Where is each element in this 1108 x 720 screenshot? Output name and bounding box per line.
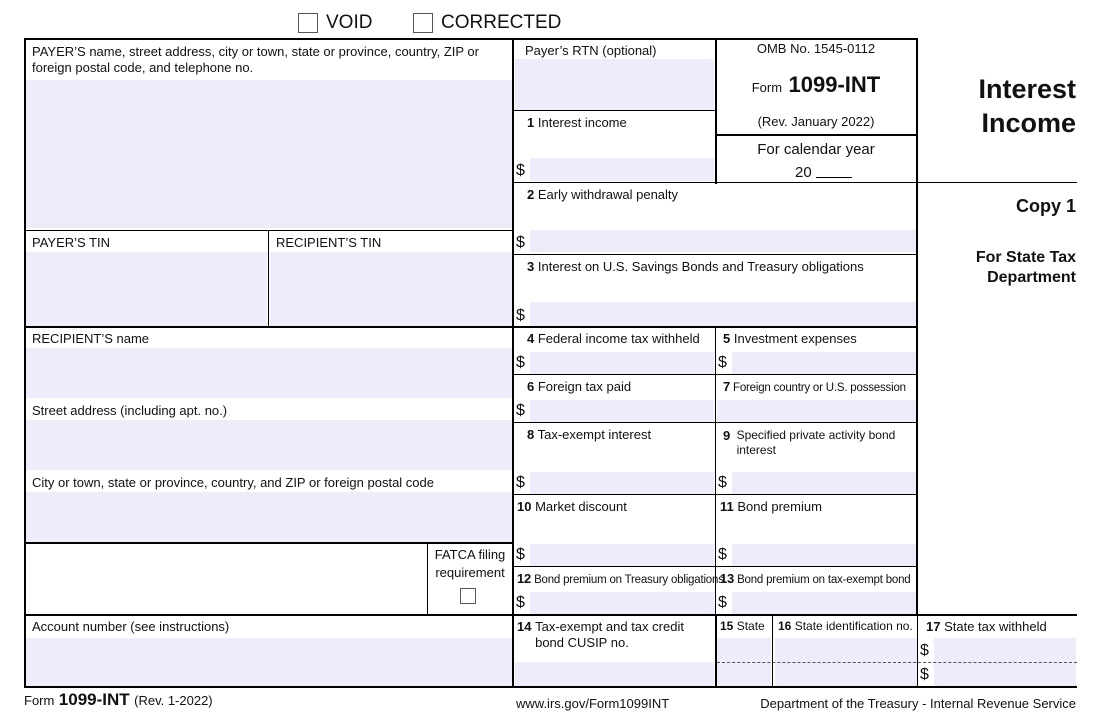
void-checkbox[interactable] [298, 13, 318, 33]
payer-rtn-field[interactable] [515, 59, 714, 110]
box9-number: 9 [723, 428, 731, 443]
recipient-top-line [24, 326, 918, 328]
street-address-label: Street address (including apt. no.) [32, 403, 228, 418]
box16-text: State identification no. [794, 619, 913, 633]
account-number-label: Account number (see instructions) [32, 619, 230, 634]
box1-dollar-sign: $ [516, 162, 525, 179]
box13-number: 13 [720, 571, 735, 586]
box8-dollar-sign: $ [516, 474, 525, 491]
box2-top-line [512, 182, 1077, 183]
account-number-field[interactable] [26, 638, 512, 686]
box17-number: 17 [926, 619, 941, 634]
box10-dollar-sign: $ [516, 546, 525, 563]
box15-text: State [736, 619, 765, 633]
box5-text: Investment expenses [733, 331, 857, 346]
box3-label [527, 259, 864, 275]
box1-number: 1 [527, 115, 535, 130]
box1-text: Interest income [537, 115, 627, 130]
box10-field[interactable] [530, 544, 714, 566]
box10-number: 10 [517, 499, 532, 514]
payer-rtn-label: Payer’s RTN (optional) [525, 43, 657, 58]
box4-number: 4 [527, 331, 535, 346]
box6-field[interactable] [530, 400, 714, 422]
box3-field[interactable] [530, 302, 916, 326]
box13-text: Bond premium on tax-exempt bond [737, 574, 911, 586]
box6-dollar-sign: $ [516, 402, 525, 419]
box4-label [527, 331, 700, 347]
box7-number: 7 [723, 379, 731, 394]
box2-field[interactable] [530, 230, 916, 252]
box14-label [517, 619, 713, 651]
box16-number: 16 [778, 619, 792, 633]
footer-form-id [24, 690, 213, 710]
recipient-name-label: RECIPIENT’S name [32, 331, 150, 346]
box9-field[interactable] [732, 472, 916, 494]
box9-label [723, 428, 913, 458]
tin-top-line [24, 230, 514, 231]
street-address-field[interactable] [26, 420, 512, 470]
recipient-tin-label: RECIPIENT’S TIN [276, 235, 382, 250]
state-divider-line-2 [772, 614, 773, 688]
box3-top-line [512, 254, 918, 255]
box11-number: 11 [720, 499, 734, 514]
box8-text: Tax-exempt interest [537, 427, 652, 442]
box5-field[interactable] [732, 352, 916, 374]
box2-dollar-sign: $ [516, 234, 525, 251]
box1-top-line [512, 110, 716, 111]
box3-number: 3 [527, 259, 535, 274]
box5-dollar-sign: $ [718, 354, 727, 371]
box11-field[interactable] [732, 544, 916, 566]
box14-number: 14 [517, 619, 532, 634]
box12-dollar-sign: $ [516, 594, 525, 611]
box14-field[interactable] [515, 662, 714, 686]
row12-top-line [512, 566, 918, 567]
corrected-label: CORRECTED [441, 12, 562, 33]
outer-bottom-line [24, 686, 1077, 688]
box12-number: 12 [517, 571, 532, 586]
box14-text: Tax-exempt and tax credit bond CUSIP no. [535, 619, 684, 650]
fatca-top-line [24, 542, 514, 544]
box1-field[interactable] [530, 158, 714, 181]
footer-department: Department of the Treasury - Internal Revenue Service [760, 696, 1076, 711]
box6-text: Foreign tax paid [537, 379, 632, 394]
box17-text: State tax withheld [944, 619, 1047, 634]
form-id-header [717, 72, 915, 98]
header-divider-line [715, 38, 717, 184]
box16-label [778, 619, 913, 634]
box11-dollar-sign: $ [718, 546, 727, 563]
copy-recipient-line1: For State Tax [975, 249, 1076, 266]
payer-name-label: PAYER’S name, street address, city or town, state or province, country, ZIP or foreign postal code, and telephone no. [32, 44, 479, 75]
payer-name-field[interactable] [26, 80, 512, 228]
copy-number: Copy 1 [1015, 196, 1076, 216]
rev-bottom-line [715, 134, 918, 136]
form-number: 1099-INT [788, 72, 881, 97]
box2-text: Early withdrawal penalty [537, 187, 679, 202]
recipient-tin-field[interactable] [270, 252, 512, 326]
box8-number: 8 [527, 427, 535, 442]
recipient-name-field[interactable] [26, 348, 512, 398]
footer-revision: (Rev. 1-2022) [134, 693, 213, 708]
outer-top-line [24, 38, 918, 40]
row6-top-line [512, 374, 918, 375]
box2-label [527, 187, 678, 203]
box4-dollar-sign: $ [516, 354, 525, 371]
main-divider-line [512, 38, 514, 688]
box7-text: Foreign country or U.S. possession [733, 382, 906, 394]
box7-label [723, 380, 906, 395]
calendar-year-label: For calendar year [757, 141, 875, 158]
omb-number: OMB No. 1545-0112 [756, 41, 876, 56]
footer-form-word: Form [24, 693, 55, 708]
box17-dollar-sign-2: $ [920, 666, 929, 683]
state-divider-line-3 [917, 614, 918, 688]
tin-divider-line [268, 230, 269, 328]
copy-recipient-line2: Department [987, 269, 1076, 286]
box17-label [926, 619, 1047, 635]
box7-field[interactable] [717, 400, 916, 422]
box8-field[interactable] [530, 472, 714, 494]
corrected-checkbox[interactable] [413, 13, 433, 33]
account-top-line [24, 614, 1077, 616]
box4-field[interactable] [530, 352, 714, 374]
year-prefix: 20 [795, 164, 812, 181]
box1-label [527, 115, 627, 131]
box5-number: 5 [723, 331, 731, 346]
fatca-checkbox[interactable] [460, 588, 476, 604]
box6-number: 6 [527, 379, 535, 394]
payer-tin-field[interactable] [26, 252, 267, 326]
form-title-line2: Income [981, 108, 1076, 138]
box3-text: Interest on U.S. Savings Bonds and Treasury obligations [537, 259, 864, 274]
row10-top-line [512, 494, 918, 495]
box10-label [517, 499, 627, 515]
state-divider-line-1 [715, 614, 717, 688]
payer-tin-label: PAYER’S TIN [32, 235, 111, 250]
state-dashed-line [717, 662, 1077, 663]
box12-field[interactable] [530, 592, 714, 614]
box6-label [527, 379, 631, 395]
footer-url: www.irs.gov/Form1099INT [516, 696, 670, 711]
box12-text: Bond premium on Treasury obligations [534, 574, 724, 586]
box10-text: Market discount [535, 499, 627, 514]
box9-dollar-sign: $ [718, 474, 727, 491]
box9-text: Specified private activity bond interest [736, 428, 896, 457]
box13-field[interactable] [732, 592, 916, 614]
box3-dollar-sign: $ [516, 307, 525, 324]
box15-number: 15 [720, 619, 734, 633]
fatca-label: FATCA filing requirement [434, 547, 506, 580]
form-word: Form [751, 80, 783, 95]
box15-label [720, 619, 765, 634]
form-title-line1: Interest [978, 74, 1076, 104]
box11-label [720, 499, 822, 515]
box8-label [527, 427, 651, 443]
void-label: VOID [326, 12, 373, 33]
box11-text: Bond premium [737, 499, 822, 514]
box13-label [720, 572, 911, 587]
box17-dollar-sign-1: $ [920, 642, 929, 659]
box4-text: Federal income tax withheld [537, 331, 700, 346]
box13-dollar-sign: $ [718, 594, 727, 611]
footer-form-number: 1099-INT [58, 690, 130, 709]
city-state-label: City or town, state or province, country, and ZIP or foreign postal code [32, 475, 434, 490]
outer-left-line [24, 38, 26, 688]
city-state-field[interactable] [26, 492, 512, 542]
year-suffix-field[interactable] [816, 177, 852, 178]
box5-label [723, 331, 857, 347]
box12-label [517, 572, 724, 587]
revision-date: (Rev. January 2022) [757, 114, 875, 129]
box2-number: 2 [527, 187, 535, 202]
row8-top-line [512, 422, 918, 423]
